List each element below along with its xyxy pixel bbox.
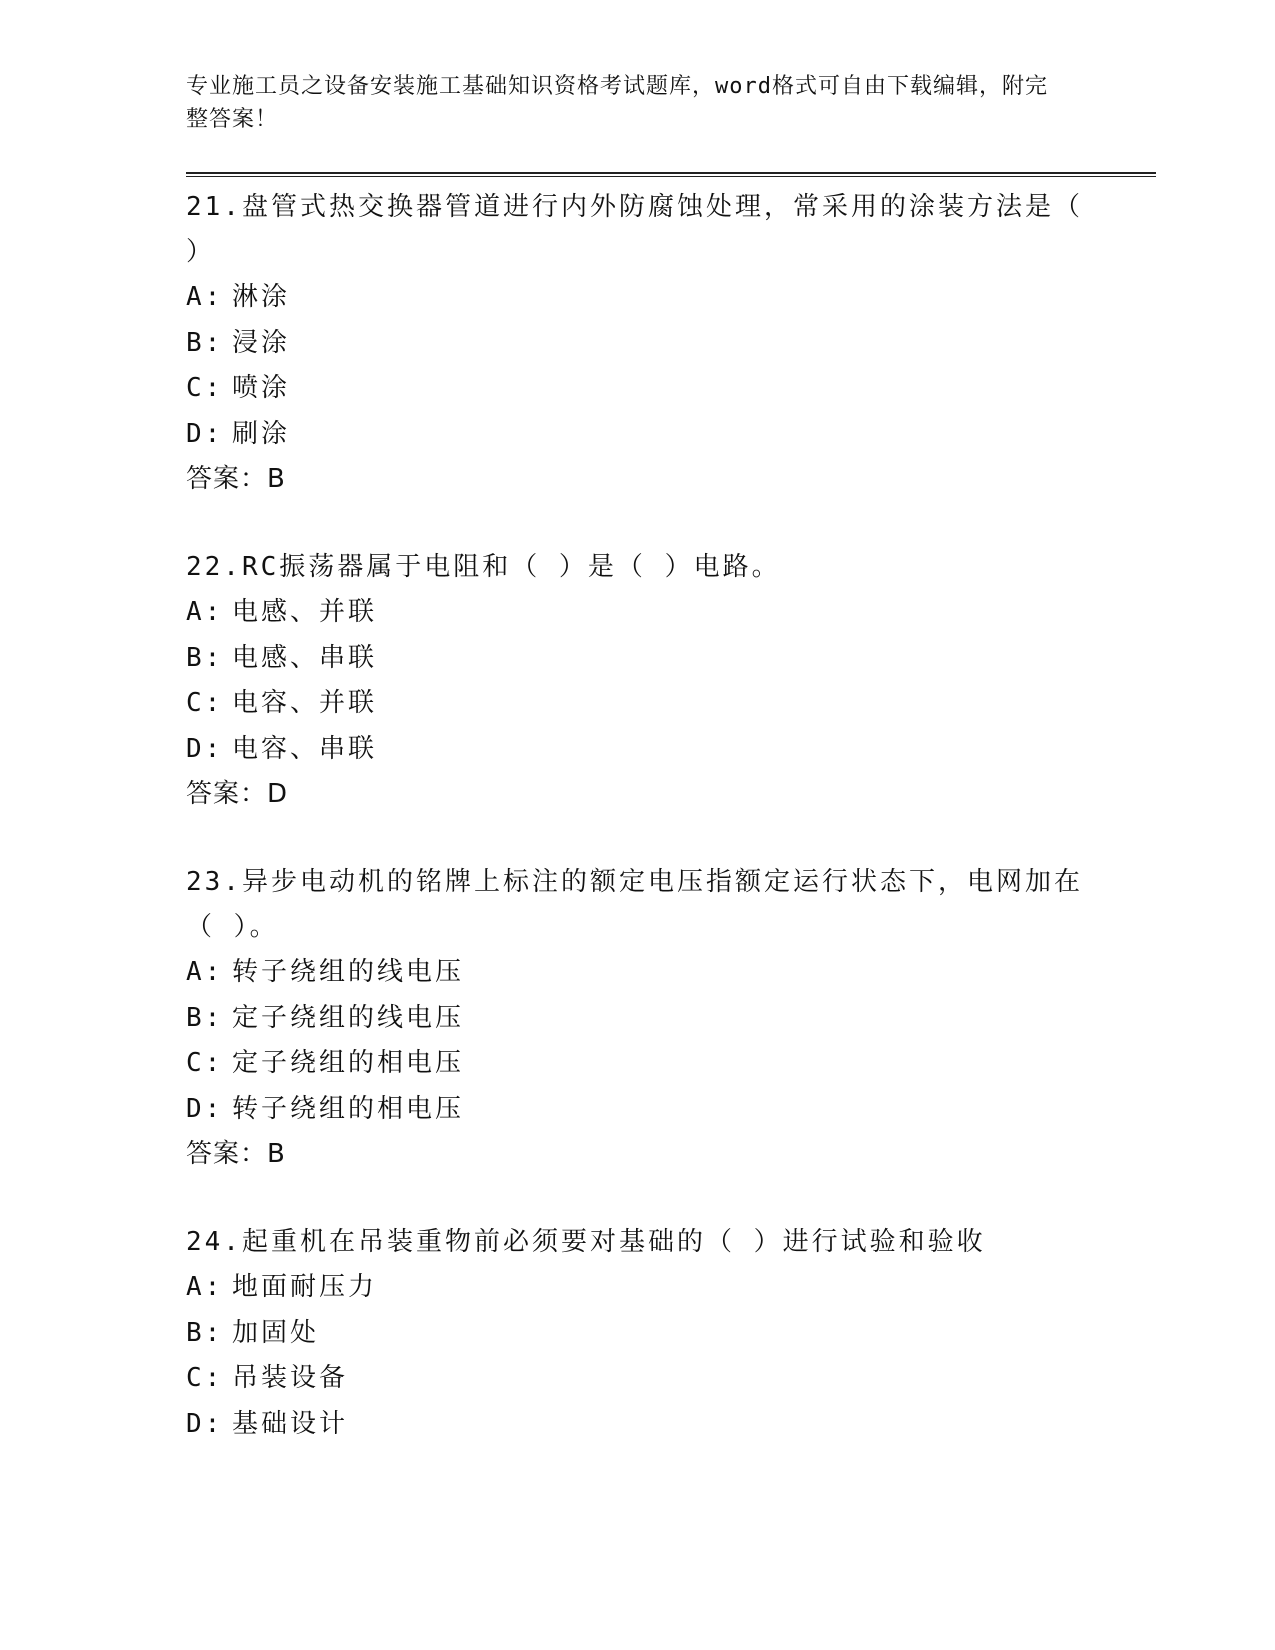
option-a [186,590,1156,636]
header-divider [186,172,1156,177]
option-a [186,275,1156,321]
question-23 [186,860,1156,1177]
question-stem: 21.盘管式热交换器管道进行内外防腐蚀处理，常采用的涂装方法是（ ） [186,192,1083,267]
option-text: 电感、串联 [232,642,378,673]
question-spacer [186,502,1156,545]
option-key: C: [186,688,224,718]
option-d [186,412,1156,458]
option-b [186,1311,1156,1357]
option-text: 刷涂 [232,418,291,449]
option-d [186,1402,1156,1448]
option-key: B: [186,1317,224,1348]
option-c [186,1356,1156,1402]
option-c [186,1041,1156,1087]
option-d [186,1087,1156,1133]
option-key: B: [186,1002,224,1033]
option-key: B: [186,642,224,673]
option-c [186,366,1156,412]
option-d [186,727,1156,773]
option-text: 吊装设备 [232,1363,349,1393]
question-spacer [186,1177,1156,1220]
option-key: A: [186,957,224,987]
option-key: B: [186,327,224,358]
document-header: 专业施工员之设备安装施工基础知识资格考试题库，word格式可自由下载编辑，附完整答案！ [186,74,1048,132]
question-stem: 24.起重机在吊装重物前必须要对基础的（ ）进行试验和验收 [186,1227,986,1257]
option-b [186,321,1156,367]
option-key: C: [186,1048,224,1078]
answer-line: 答案：B [186,464,286,494]
document-page [186,70,1156,1447]
option-text: 喷涂 [232,373,291,403]
option-a [186,1265,1156,1311]
option-text: 电容、并联 [232,688,378,718]
option-b [186,996,1156,1042]
option-text: 加固处 [232,1317,320,1348]
question-spacer [186,817,1156,860]
option-key: D: [186,733,224,764]
option-key: A: [186,597,224,627]
option-key: D: [186,1408,224,1439]
answer-line: 答案：D [186,779,289,809]
option-text: 淋涂 [232,282,291,312]
option-text: 地面耐压力 [232,1272,378,1302]
question-22 [186,545,1156,817]
option-text: 基础设计 [232,1408,349,1439]
option-text: 定子绕组的相电压 [232,1048,465,1078]
option-key: A: [186,282,224,312]
option-text: 转子绕组的相电压 [232,1093,465,1124]
question-21 [186,185,1156,502]
option-text: 定子绕组的线电压 [232,1002,465,1033]
answer-line: 答案：B [186,1139,286,1169]
question-24 [186,1220,1156,1447]
option-key: A: [186,1272,224,1302]
question-stem: 23.异步电动机的铭牌上标注的额定电压指额定运行状态下，电网加在（ ）。 [186,867,1083,942]
option-text: 浸涂 [232,327,291,358]
option-key: D: [186,1093,224,1124]
option-b [186,636,1156,682]
option-text: 电感、并联 [232,597,378,627]
option-key: C: [186,373,224,403]
option-text: 电容、串联 [232,733,378,764]
option-key: C: [186,1363,224,1393]
option-c [186,681,1156,727]
option-text: 转子绕组的线电压 [232,957,465,987]
option-a [186,950,1156,996]
option-key: D: [186,418,224,449]
question-stem: 22.RC振荡器属于电阻和（ ）是（ ）电路。 [186,552,781,582]
